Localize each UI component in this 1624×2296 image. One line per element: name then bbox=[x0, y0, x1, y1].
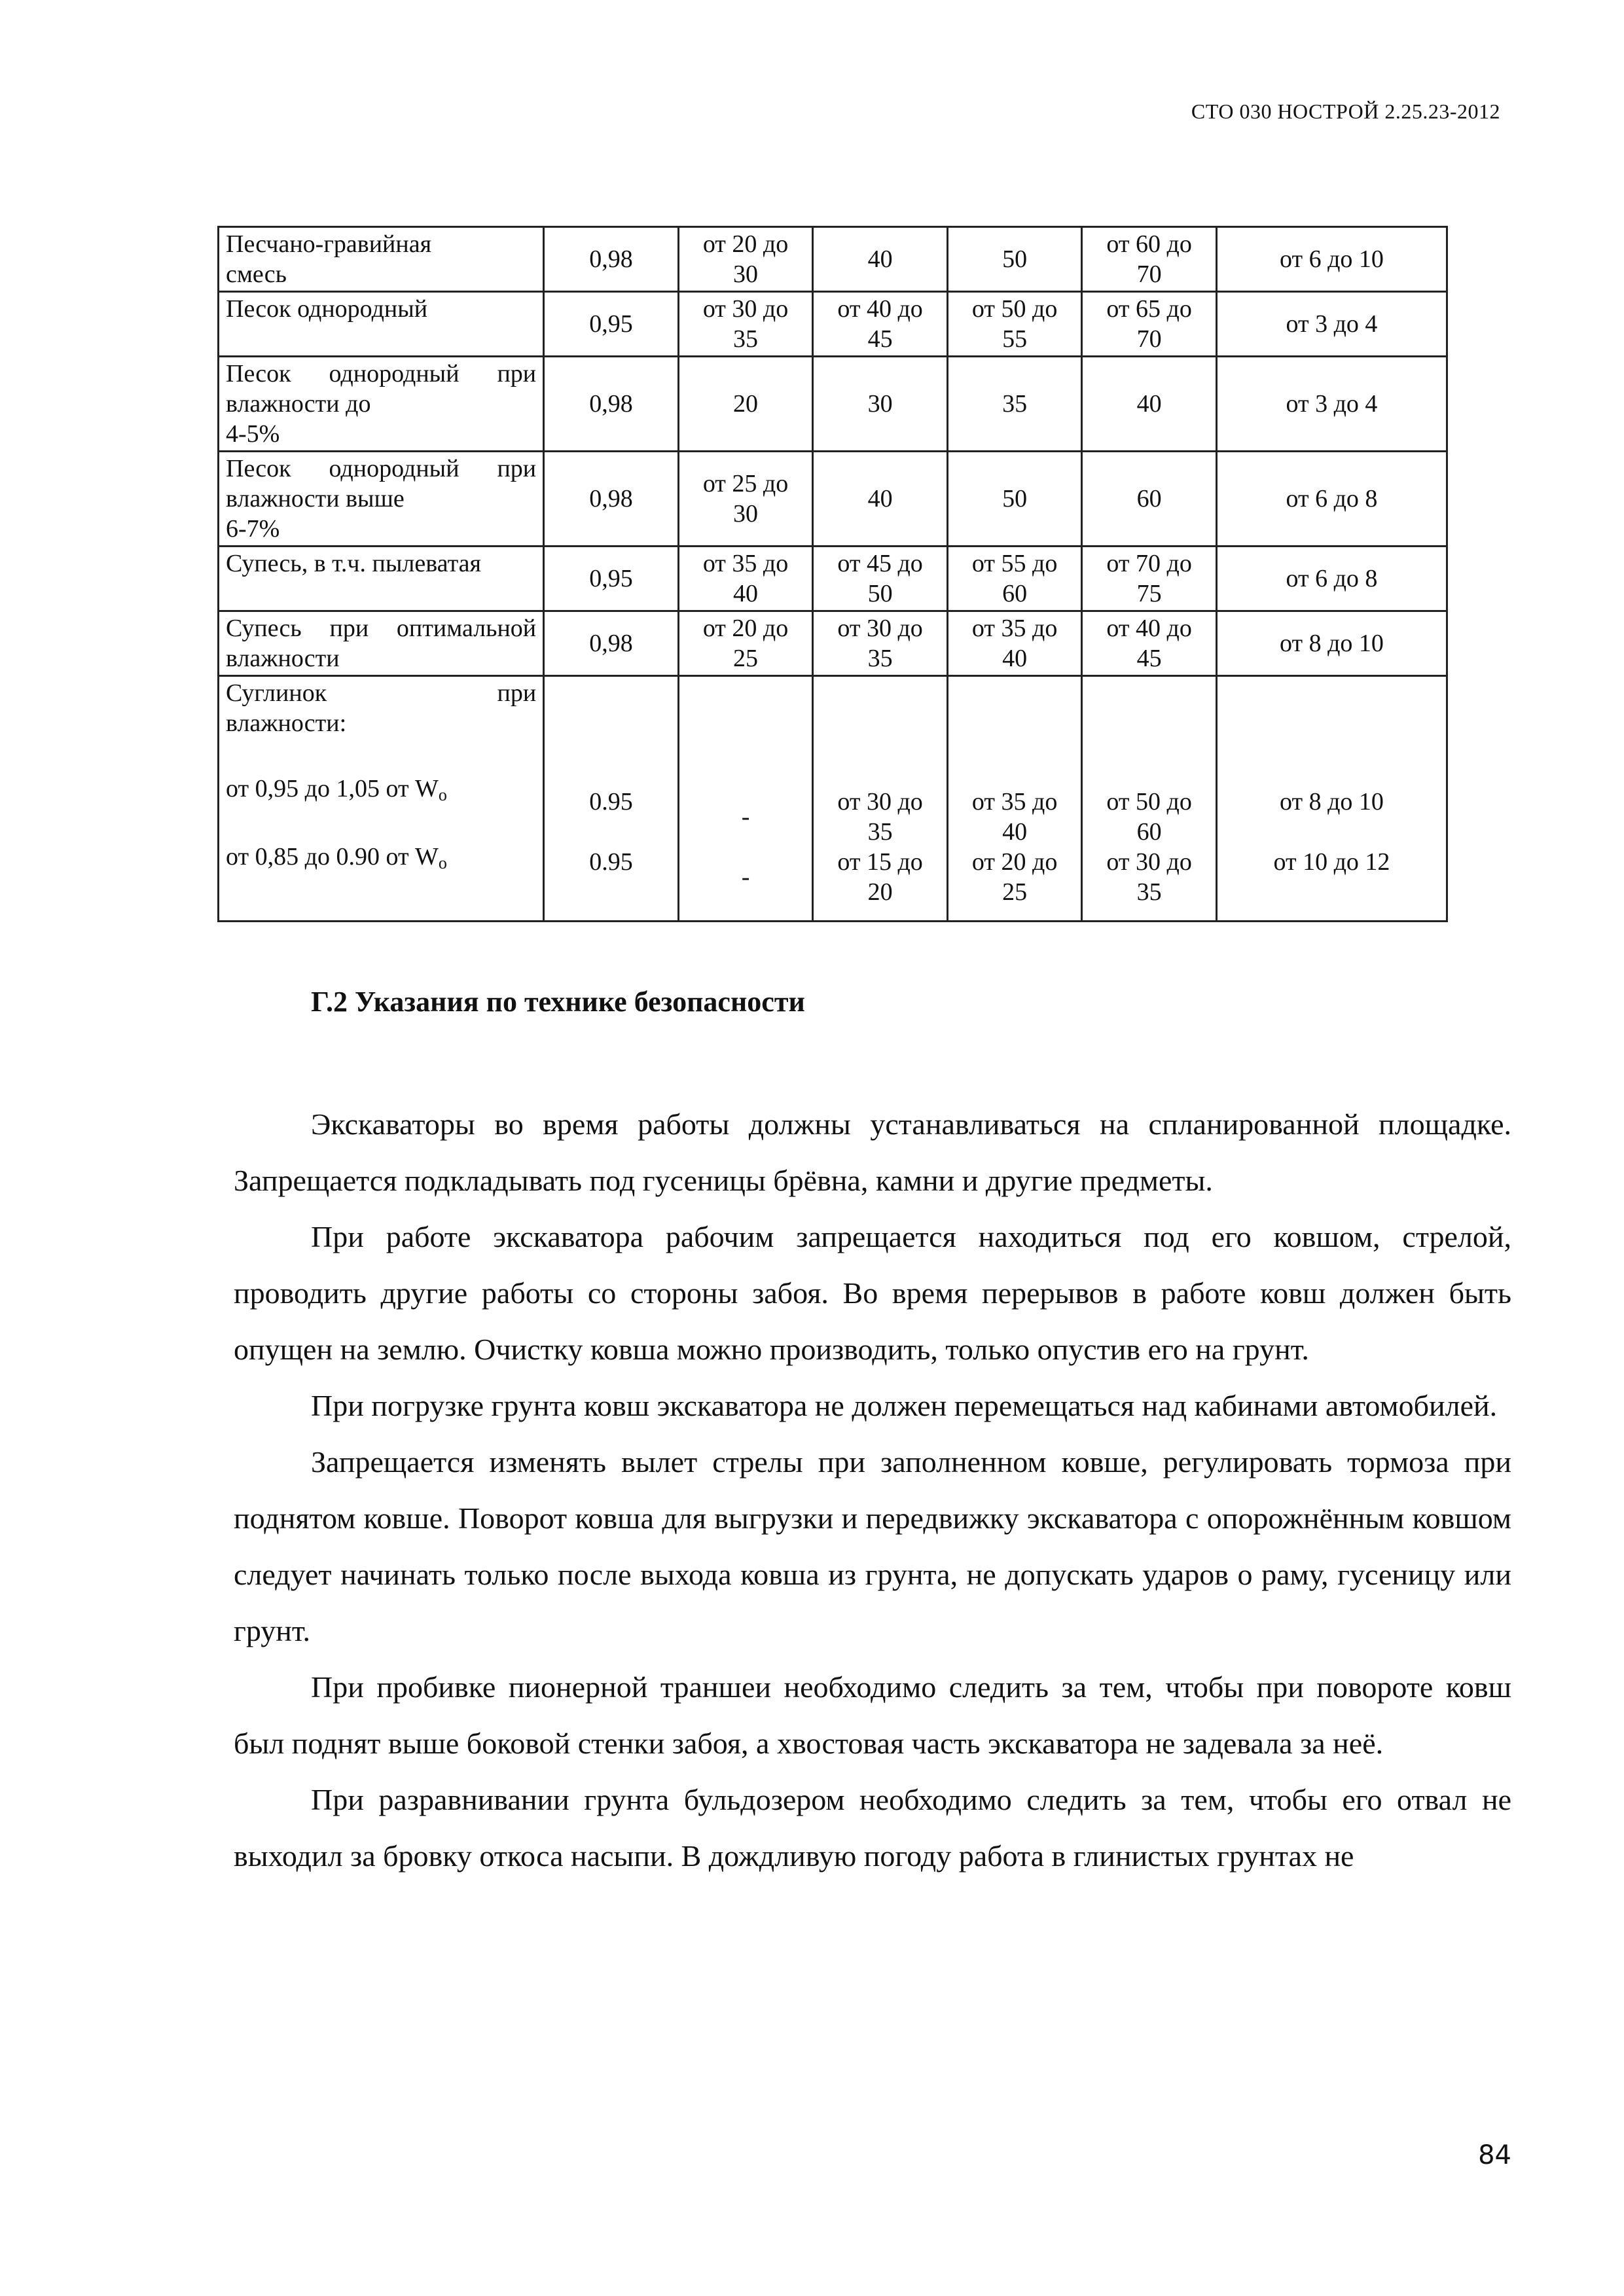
cell-line: от 40 до bbox=[837, 295, 923, 323]
cell-text: 30 bbox=[867, 390, 893, 418]
moisture-range bbox=[226, 842, 536, 878]
value-cell bbox=[678, 292, 813, 357]
cell-line: 70 bbox=[1136, 260, 1162, 288]
soil-type-line: 6-7% bbox=[226, 515, 280, 543]
soil-type-cell bbox=[219, 611, 544, 676]
cell-line: от 40 до bbox=[1106, 615, 1192, 642]
soil-type-word: при bbox=[497, 679, 537, 707]
cell-line: от 45 до bbox=[837, 550, 923, 577]
cell-line: 40 bbox=[1002, 818, 1028, 846]
cell-text: от 10 до 12 bbox=[1273, 848, 1390, 876]
value-cell bbox=[813, 227, 948, 292]
cell-text: 0,98 bbox=[589, 245, 633, 273]
cell-line: 45 bbox=[867, 325, 893, 353]
cell-line: от 20 до bbox=[702, 615, 789, 642]
value-cell bbox=[1082, 452, 1217, 547]
cell-line: от 30 до bbox=[702, 295, 789, 323]
soil-type-line: Песчано-гравийная bbox=[226, 230, 432, 258]
value-cell bbox=[947, 357, 1082, 452]
value-cell bbox=[1216, 357, 1447, 452]
value-cell bbox=[1082, 292, 1217, 357]
sub-value bbox=[955, 787, 1075, 847]
soil-type-line: Песок однородный bbox=[226, 295, 428, 323]
cell-line: от 60 до bbox=[1106, 230, 1192, 258]
cell-line: 70 bbox=[1136, 325, 1162, 353]
cell-line: 25 bbox=[733, 645, 759, 672]
soil-type-line: смесь bbox=[226, 260, 287, 288]
cell-text: от 3 до 4 bbox=[1286, 390, 1378, 418]
value-cell bbox=[1216, 547, 1447, 611]
spacer bbox=[226, 738, 536, 768]
body-text bbox=[234, 1096, 1511, 1884]
moisture-label: от 0,95 до 1,05 от W bbox=[226, 775, 439, 802]
soil-type-line: 4-5% bbox=[226, 420, 280, 448]
sub-value bbox=[955, 847, 1075, 907]
cell-line: 40 bbox=[1002, 645, 1028, 672]
cell-text: 0,95 bbox=[589, 310, 633, 338]
cell-line: от 50 до bbox=[971, 295, 1058, 323]
cell-line: от 35 до bbox=[971, 788, 1058, 816]
paragraph: При пробивке пионерной траншеи необходимо следить за тем, чтобы при повороте ковш был поднят выше боковой стенки забоя, а хвостовая часть экскаватора не задевала за неё. bbox=[234, 1670, 1511, 1760]
value-cell bbox=[678, 547, 813, 611]
sub-value bbox=[686, 847, 806, 907]
value-cell bbox=[544, 357, 679, 452]
value-cell bbox=[678, 676, 813, 922]
cell-line: 35 bbox=[867, 645, 893, 672]
value-cell bbox=[1082, 227, 1217, 292]
page-number: 84 bbox=[1478, 2140, 1511, 2170]
table-row bbox=[219, 547, 1447, 611]
cell-text: 0.95 bbox=[589, 788, 633, 816]
soil-type-cell bbox=[219, 357, 544, 452]
cell-text: 20 bbox=[733, 390, 759, 418]
value-cell bbox=[544, 452, 679, 547]
cell-line: от 30 до bbox=[837, 615, 923, 642]
sub-value bbox=[820, 847, 940, 907]
value-cell bbox=[947, 611, 1082, 676]
cell-text: 0,95 bbox=[589, 565, 633, 592]
moisture-range bbox=[226, 774, 536, 810]
cell-line: 40 bbox=[733, 580, 759, 607]
sub-value bbox=[551, 847, 671, 907]
cell-line: 25 bbox=[1002, 878, 1028, 906]
cell-text: от 8 до 10 bbox=[1279, 630, 1384, 657]
cell-line: от 20 до bbox=[971, 848, 1058, 876]
value-cell bbox=[678, 611, 813, 676]
value-cell bbox=[544, 292, 679, 357]
table-row bbox=[219, 611, 1447, 676]
cell-text: от 6 до 8 bbox=[1286, 485, 1378, 512]
cell-line: 20 bbox=[867, 878, 893, 906]
value-cell bbox=[813, 547, 948, 611]
value-cell bbox=[544, 547, 679, 611]
cell-line: от 65 до bbox=[1106, 295, 1192, 323]
sub-value bbox=[1224, 787, 1439, 847]
cell-text: от 8 до 10 bbox=[1279, 788, 1384, 816]
value-cell bbox=[1216, 292, 1447, 357]
table-row bbox=[219, 292, 1447, 357]
value-cell bbox=[813, 357, 948, 452]
cell-text: от 6 до 10 bbox=[1279, 245, 1384, 273]
soil-compaction-table bbox=[217, 226, 1448, 922]
cell-line: 60 bbox=[1136, 818, 1162, 846]
sub-value bbox=[1089, 847, 1209, 907]
cell-line: 60 bbox=[1002, 580, 1028, 607]
value-cell bbox=[947, 292, 1082, 357]
soil-type-line: влажности выше bbox=[226, 485, 405, 512]
cell-line: от 30 до bbox=[1106, 848, 1192, 876]
value-cell bbox=[813, 611, 948, 676]
value-cell bbox=[1082, 676, 1217, 922]
paragraph: При разравнивании грунта бульдозером необходимо следить за тем, чтобы его отвал не выходил за бровку откоса насыпи. В дождливую погоду работа в глинистых грунтах не bbox=[234, 1783, 1511, 1873]
soil-type-line: Песок однородный при bbox=[226, 360, 537, 387]
value-cell bbox=[947, 227, 1082, 292]
sub-value bbox=[1224, 847, 1439, 907]
paragraph: Запрещается изменять вылет стрелы при заполненном ковше, регулировать тормоза при поднятом ковше. Поворот ковша для выгрузки и передвижку экскаватора с опорожнённым ковшом следует начинать только после выхода ковша из грунта, не допускать ударов о раму, гусеницу или грунт. bbox=[234, 1445, 1511, 1647]
subscript: o bbox=[438, 853, 447, 872]
value-cell bbox=[1082, 357, 1217, 452]
cell-text: 35 bbox=[1002, 390, 1028, 418]
cell-text: - bbox=[741, 863, 750, 891]
value-cell bbox=[1216, 676, 1447, 922]
cell-line: 30 bbox=[733, 260, 759, 288]
sub-value bbox=[1089, 787, 1209, 847]
cell-text: 0.95 bbox=[589, 848, 633, 876]
soil-type-line: влажности: bbox=[226, 709, 347, 737]
cell-line: 30 bbox=[733, 500, 759, 528]
cell-line: от 50 до bbox=[1106, 788, 1192, 816]
cell-line: 50 bbox=[867, 580, 893, 607]
value-cell bbox=[1216, 227, 1447, 292]
cell-line: от 30 до bbox=[837, 788, 923, 816]
soil-type-line: Супесь, в т.ч. пылеватая bbox=[226, 550, 481, 577]
soil-type-cell bbox=[219, 676, 544, 922]
value-cell bbox=[1082, 611, 1217, 676]
paragraph: При погрузке грунта ковш экскаватора не должен перемещаться над кабинами автомобилей. bbox=[311, 1389, 1498, 1422]
cell-line: 45 bbox=[1136, 645, 1162, 672]
section-title: Г.2 Указания по технике безопасности bbox=[311, 986, 805, 1018]
cell-line: 75 bbox=[1136, 580, 1162, 607]
value-cell bbox=[947, 452, 1082, 547]
value-cell bbox=[947, 547, 1082, 611]
cell-text: - bbox=[741, 803, 750, 831]
cell-text: от 6 до 8 bbox=[1286, 565, 1378, 592]
cell-line: от 15 до bbox=[837, 848, 923, 876]
soil-type-cell bbox=[219, 292, 544, 357]
value-cell bbox=[678, 227, 813, 292]
value-cell bbox=[1082, 547, 1217, 611]
value-cell bbox=[813, 452, 948, 547]
cell-text: 50 bbox=[1002, 485, 1028, 512]
sub-value bbox=[551, 787, 671, 847]
value-cell bbox=[544, 227, 679, 292]
cell-text: от 3 до 4 bbox=[1286, 310, 1378, 338]
value-cell bbox=[1216, 611, 1447, 676]
sub-value bbox=[820, 787, 940, 847]
value-cell bbox=[813, 676, 948, 922]
cell-line: от 70 до bbox=[1106, 550, 1192, 577]
cell-line: от 55 до bbox=[971, 550, 1058, 577]
sub-value bbox=[686, 787, 806, 847]
soil-type-word: Суглинок bbox=[226, 679, 327, 707]
cell-line: от 20 до bbox=[702, 230, 789, 258]
cell-line: от 35 до bbox=[702, 550, 789, 577]
soil-type-line: Супесь при оптимальной bbox=[226, 615, 537, 642]
value-cell bbox=[947, 676, 1082, 922]
value-cell bbox=[544, 676, 679, 922]
cell-text: 0,98 bbox=[589, 390, 633, 418]
table-row bbox=[219, 357, 1447, 452]
cell-line: от 35 до bbox=[971, 615, 1058, 642]
cell-line: 35 bbox=[1136, 878, 1162, 906]
table-row bbox=[219, 227, 1447, 292]
value-cell bbox=[1216, 452, 1447, 547]
soil-type-line: влажности bbox=[226, 645, 340, 672]
soil-type-cell bbox=[219, 452, 544, 547]
moisture-label: от 0,85 до 0.90 от W bbox=[226, 843, 439, 870]
soil-type-line: влажности до bbox=[226, 390, 371, 418]
table-row-loam bbox=[219, 676, 1447, 922]
soil-type-cell bbox=[219, 227, 544, 292]
soil-type-cell bbox=[219, 547, 544, 611]
value-cell bbox=[544, 611, 679, 676]
cell-text: 40 bbox=[867, 245, 893, 273]
soil-type-line bbox=[226, 678, 536, 708]
cell-text: 0,98 bbox=[589, 630, 633, 657]
paragraph: Экскаваторы во время работы должны устанавливаться на спланированной площадке. Запрещается подкладывать под гусеницы брёвна, камни и другие предметы. bbox=[234, 1107, 1511, 1197]
document-header: СТО 030 НОСТРОЙ 2.25.23-2012 bbox=[1191, 99, 1500, 123]
value-cell bbox=[678, 452, 813, 547]
cell-line: от 25 до bbox=[702, 470, 789, 497]
cell-text: 40 bbox=[867, 485, 893, 512]
soil-type-line: Песок однородный при bbox=[226, 455, 537, 482]
subscript: o bbox=[438, 785, 447, 804]
value-cell bbox=[678, 357, 813, 452]
table-body bbox=[219, 227, 1447, 922]
paragraph: При работе экскаватора рабочим запрещается находиться под его ковшом, стрелой, проводить другие работы со стороны забоя. Во время перерывов в работе ковш должен быть опущен на землю. Очистку ковша можно производить, только опустив его на грунт. bbox=[234, 1220, 1511, 1366]
cell-line: 35 bbox=[867, 818, 893, 846]
table-row bbox=[219, 452, 1447, 547]
cell-line: 55 bbox=[1002, 325, 1028, 353]
cell-text: 0,98 bbox=[589, 485, 633, 512]
cell-line: 35 bbox=[733, 325, 759, 353]
cell-text: 60 bbox=[1136, 485, 1162, 512]
cell-text: 50 bbox=[1002, 245, 1028, 273]
value-cell bbox=[813, 292, 948, 357]
cell-text: 40 bbox=[1136, 390, 1162, 418]
